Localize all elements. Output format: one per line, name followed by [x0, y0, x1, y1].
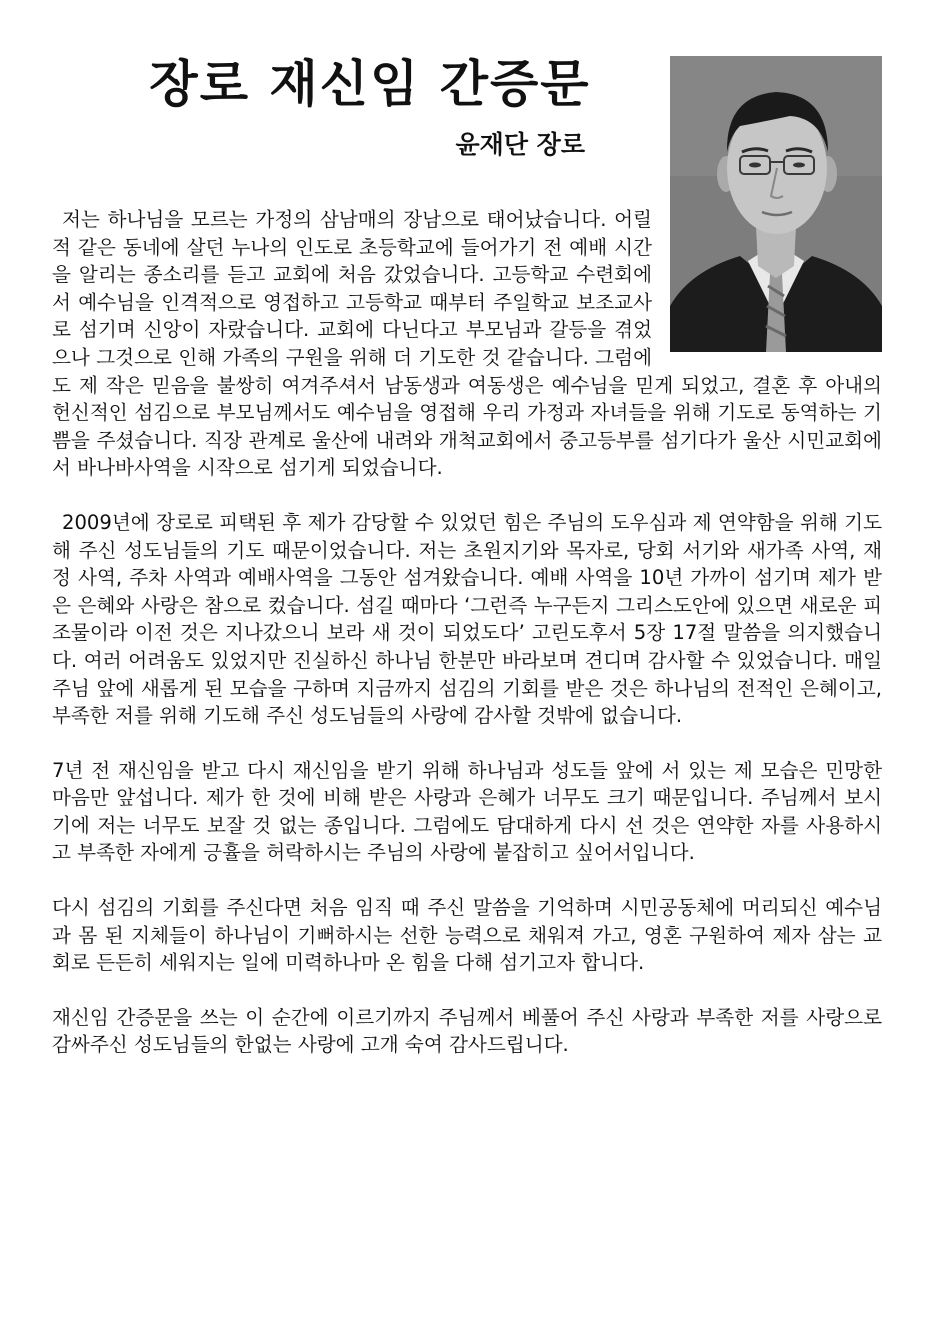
paragraph: 저는 하나님을 모르는 가정의 삼남매의 장남으로 태어났습니다. 어릴 적 같은 동네에 살던 누나의 인도로 초등학교에 들어가기 전 예배 시간을 알리는 종소리를 듣고 교회에 처음 갔었습니다. 고등학교 수련회에서 예수님을 인격적으로 영접하고 고등학교 때부터 주일학교 보조교사로 섬기며 신앙이 자랐습니다. 교회에 다닌다고 부모님과 갈등을 겪었으나 그것으로 인해 가족의 구원을 위해 더 기도한 것 같습니다. 그럼에도 제 작은 믿음을 불쌍히 여겨주셔서 남동생과 여동생은 예수님을 믿게 되었고, 결혼 후 아내의 헌신적인 섬김으로 부모님께서도 예수님을 영접해 우리 가정과 자녀들을 위해 기도로 동역하는 기쁨을 주셨습니다. 직장 관계로 울산에 내려와 개척교회에서 중고등부를 섬기다가 울산 시민교회에서 바나바사역을 시작으로 섬기게 되었습니다.	[52, 208, 882, 480]
testimony-body	[52, 206, 882, 1086]
author-name: 윤재단 장로	[455, 130, 585, 159]
paragraph: 재신임 간증문을 쓰는 이 순간에 이르기까지 주님께서 베풀어 주신 사랑과 부족한 저를 사랑으로 감싸주신 성도님들의 한없는 사랑에 고개 숙여 감사드립니다.	[52, 1005, 882, 1057]
paragraph: 2009년에 장로로 피택된 후 제가 감당할 수 있었던 힘은 주님의 도우심과 제 연약함을 위해 기도해 주신 성도님들의 기도 때문이었습니다. 저는 초원지기와 목자로, 당회 서기와 새가족 사역, 재정 사역, 주차 사역과 예배사역을 그동안 섬겨왔습니다. 예배 사역을 10년 가까이 섬기며 제가 받은 은혜와 사랑은 참으로 컸습니다. 섬길 때마다 ‘그런즉 누구든지 그리스도안에 있으면 새로운 피조물이라 이전 것은 지나갔으니 보라 새 것이 되었도다’ 고린도후서 5장 17절 말씀을 의지했습니다. 여러 어려움도 있었지만 진실하신 하나님 한분만 바라보며 견디며 감사할 수 있었습니다. 매일 주님 앞에 새롭게 된 모습을 구하며 지금까지 섬김의 기회를 받은 것은 하나님의 전적인 은혜이고, 부족한 저를 위해 기도해 주신 성도님들의 사랑에 감사할 것밖에 없습니다.	[52, 510, 882, 728]
paragraph: 다시 섬김의 기회를 주신다면 처음 임직 때 주신 말씀을 기억하며 시민공동체에 머리되신 예수님과 몸 된 지체들이 하나님이 기뻐하시는 선한 능력으로 채워져 가고, 영혼 구원하여 제자 삼는 교회로 든든히 세워지는 일에 미력하나마 온 힘을 다해 섬기고자 합니다.	[52, 896, 882, 975]
paragraph: 7년 전 재신임을 받고 다시 재신임을 받기 위해 하나님과 성도들 앞에 서 있는 제 모습은 민망한 마음만 앞섭니다. 제가 한 것에 비해 받은 사랑과 은혜가 너무도 크기 때문입니다. 주님께서 보시기에 저는 너무도 보잘 것 없는 종입니다. 그럼에도 담대하게 다시 선 것은 연약한 자를 사용하시고 부족한 자에게 긍휼을 허락하시는 주님의 사랑에 붙잡히고 싶어서입니다.	[52, 758, 882, 865]
photo-text-wrap-spacer	[652, 202, 882, 352]
page-title: 장로 재신임 간증문	[149, 55, 591, 113]
